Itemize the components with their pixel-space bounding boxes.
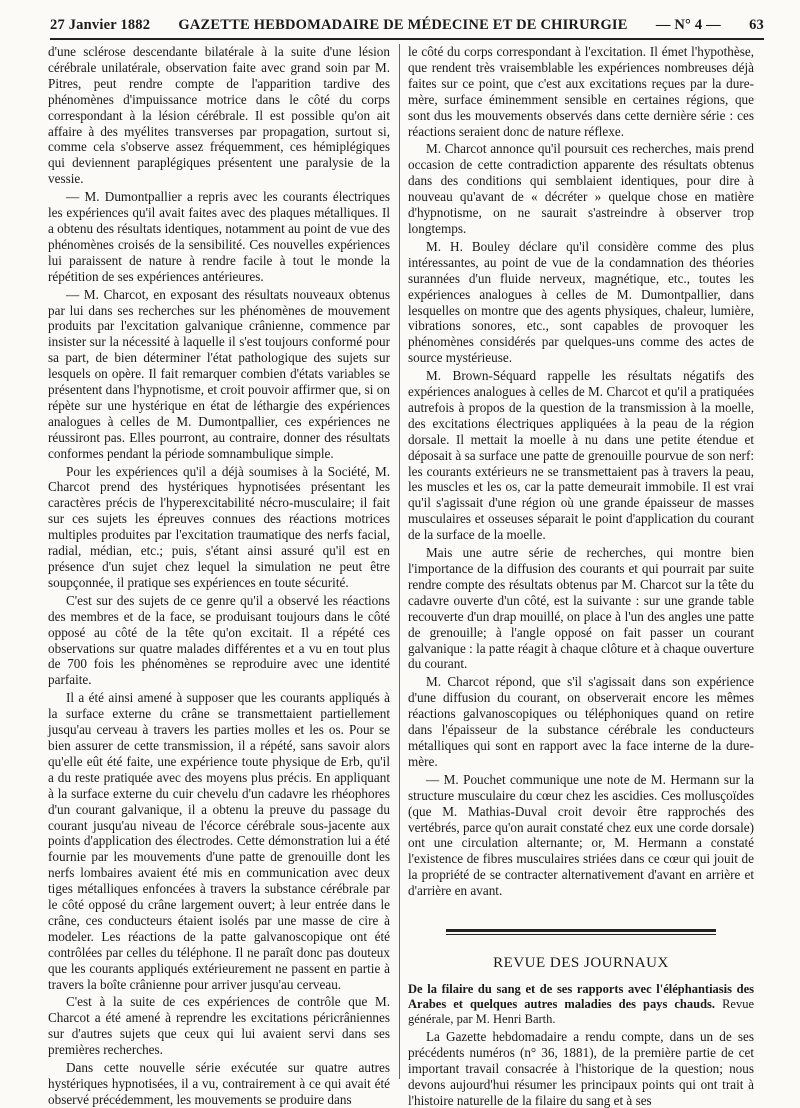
- paragraph: d'une sclérose descendante bilatérale à la suite d'une lésion cérébrale unilatérale, observation faite avec grand soin par M. Pitres, peut rendre compte de l'apparition tardive des phénomènes d'impuissance motrice dans le côté du corps correspondant à la lésion cérébrale. Il est possible qu'on ait affaire à des myélites transverses par propagation, surtout si, comme cela s'observe assez fréquemment, ces hémiplégiques qui deviennent paraplégiques présentent une paralysie de la vessie.: [48, 44, 390, 187]
- paragraph: Mais une autre série de recherches, qui montre bien l'importance de la diffusion des courants et qui pourrait par suite rendre compte des résultats obtenus par M. Charcot sur la tête du cadavre ouverte d'un côté, est la suivante : sur une grande table recouverte d'un drap mouillé, on place à l'un des angles une patte de grenouille; à l'angle opposé on fait passer un courant galvanique : la patte réagit à chaque clôture et à chaque ouverture du courant.: [408, 545, 754, 672]
- paragraph: M. H. Bouley déclare qu'il considère comme des plus intéressantes, au point de vue de la condamnation des théories surannées d'un fluide nerveux, magnétique, etc., toutes les expériences analogues à celles de M. Dumontpallier, dans lesquelles on montre que des agents physiques, chaleur, lumière, vibrations sonores, etc., sont capables de provoquer les phénomènes considérés par quelques-uns comme des actes de source mystérieuse.: [408, 238, 754, 366]
- paragraph: Dans cette nouvelle série exécutée sur quatre autres hystériques hypnotisées, il a vu, contrairement à ce qui avait été observé précédemment, les mouvements se produire dans: [48, 1060, 390, 1107]
- paragraph: le côté du corps correspondant à l'excitation. Il émet l'hypothèse, que rendent très vraisemblable les expériences nombreuses déjà faites sur ce point, que c'est aux excitations reçues par la dure-mère, surface éminemment sensible en certaines régions, que sont dus les mouvements observés dans cette dernière série : ces réactions seraient donc de nature réflexe.: [408, 44, 754, 139]
- section-separator: [446, 929, 716, 932]
- section-title: REVUE DES JOURNAUX: [493, 955, 669, 972]
- article-byline: Revue générale, par M. Henri Barth.: [408, 996, 755, 1026]
- running-header: [50, 12, 764, 38]
- column-divider: [399, 44, 400, 1079]
- paragraph: C'est sur des sujets de ce genre qu'il a observé les réactions des membres et de la face, se produisant toujours dans le côté opposé au côté de la tête qu'on excitait. Il a répété ces observations sur quatre malades différentes et a vu en tout plus de 700 fois les phénomènes se reproduire avec une identité parfaite.: [48, 592, 390, 688]
- paragraph: La Gazette hebdomadaire a rendu compte, dans un de ses précédents numéros (n° 36, 1881), de la première partie de cet important travail consacrée à l'historique de la question; nous devons aujourd'hui résumer les principaux points qui ont trait à l'histoire naturelle de la filaire du sang et à ses: [408, 1028, 754, 1108]
- paragraph: — M. Dumontpallier a repris avec les courants électriques les expériences qu'il avait faites avec des plaques métalliques. Il a obtenu des résultats identiques, notamment au point de vue des phénomènes croisés de la sensibilité. Ces nouvelles expériences lui paraissent de nature à rendre facile à tout le monde la répétition de ses expériences antérieures.: [48, 189, 390, 284]
- journal-title: GAZETTE HEBDOMADAIRE DE MÉDECINE ET DE CHIRURGIE: [178, 16, 628, 33]
- paragraph: — M. Pouchet communique une note de M. Hermann sur la structure musculaire du cœur chez les ascidies. Ces mollusçoïdes (que M. Mathias-Duval croit devoir être rapprochés des vertébrés, parce qu'on aurait constaté chez eux une corde dorsale) ont une circulation alternante; or, M. Hermann a constaté l'existence de fibres musculaires striées dans ce cœur qui jouit de la propriété de se contracter alternativement d'avant en arrière et d'arrière en avant.: [408, 771, 754, 899]
- page-number: 63: [749, 16, 764, 33]
- paragraph: C'est à la suite de ces expériences de contrôle que M. Charcot a été amené à reprendre les excitations péricrâniennes sur d'autres sujets que ceux qui lui avaient servi dans ses premières recherches.: [48, 994, 390, 1058]
- paragraph: Il a été ainsi amené à supposer que les courants appliqués à la surface externe du crâne se transmettaient partiellement jusqu'au cerveau à travers les parties molles et les os. Pour se bien assurer de cette transmission, il a répété, sans savoir alors qu'elle eût été faite, une expérience toute physique de Erb, qu'il a du reste pratiquée avec des moyens plus précis. En appliquant à la surface externe du cuir chevelu d'un cadavre les rhéophores d'un courant galvanique, il a obtenu la preuve du passage du courant jusqu'au niveau de l'écorce cérébrale sous-jacente aux points d'application des électrodes. Cette démonstration lui a été fournie par les mouvements d'une patte de grenouille dont les nerfs lombaires avaient été mis en communication avec deux tiges métalliques enfoncées à travers la substance cérébrale par le côté opposé du crâne largement ouvert; à leur entrée dans le crâne, ces conducteurs étaient isolés par une masse de cire à modeler. Les réactions de la patte galvanoscopique ont été contrôlées par celles du téléphone. Il ne paraît donc pas douteux que les courants appliqués extérieurement ne passent en partie à travers la boîte crânienne pour arriver jusqu'au cerveau.: [48, 690, 390, 992]
- paragraph: M. Charcot répond, que s'il s'agissait dans son expérience d'une diffusion du courant, on observerait encore les mêmes réactions galvanoscopiques ou téléphoniques quand on retire dans l'épaisseur de la substance cérébrale les conducteurs métalliques qui sont en rapport avec la face interne de la dure-mère.: [408, 674, 754, 769]
- paragraph: — M. Charcot, en exposant des résultats nouveaux obtenus par lui dans ses recherches sur les phénomènes de mouvement produits par l'excitation galvanique crânienne, commence par insister sur la nécessité à laquelle il s'est toujours conformé pour sa part, de bien déterminer l'état pathologique des sujets sur lesquels on opère. Il fait remarquer combien d'états variables se présentent dans l'hypnotisme, et croit pouvoir affirmer que, si on répète sur une hystérique en état de léthargie des expériences analogues à celles de M. Dumontpallier, ces expériences ne réussiront pas. Elles pourront, au contraire, donner des résultats conformes pendant la période somnambulique simple.: [48, 286, 390, 461]
- paragraph: Pour les expériences qu'il a déjà soumises à la Société, M. Charcot prend des hystériques hypnotisées présentant les caractères précis de l'hyperexcitabilité nécro-musculaire; il fait sur ces sujets les épreuves connues des réactions motrices multiples produites par l'excitation traumatique des nerfs facial, radial, médian, etc.; puis, s'étant ainsi assuré qu'il est en présence d'un sujet chez lequel la simulation ne peut être soupçonnée, il pratique ses expériences en toute sécurité.: [48, 463, 390, 590]
- article-title: De la filaire du sang et de ses rapports avec l'éléphantiasis des Arabes et quelques autres maladies des pays chauds.: [408, 981, 754, 1011]
- paragraph: M. Brown-Séquard rappelle les résultats négatifs des expériences analogues à celles de M. Charcot et qu'il a pratiquées autrefois à propos de la question de la transmission à la moelle, des excitations électriques appliquées à la peau de la région dorsale. Il mettait la moelle à nu dans une petite étendue et déposait à sa surface une patte de grenouille pourvue de son nerf: les courants extérieurs ne se transmettaient pas à travers la peau, les muscles et les os, car la patte demeurait immobile. Il est vrai qu'il s'agissait d'une région où une grande épaisseur de masses musculaires et osseuses séparait le point d'application du courant de la surface de la moelle.: [408, 368, 754, 543]
- left-column: [48, 44, 390, 1107]
- article-heading: [408, 982, 754, 1027]
- header-rule: [50, 38, 764, 40]
- header-date: 27 Janvier 1882: [50, 16, 151, 33]
- issue-number: — N° 4 —: [655, 16, 721, 33]
- paragraph: M. Charcot annonce qu'il poursuit ces recherches, mais prend occasion de cette contradiction apparente des résultats obtenus dans des conditions qui semblaient identiques, pour dire à nouveau qu'avant de « décréter » quelque chose en matière d'hypnotisme, on ne saurait s'astreindre à observer trop longtemps.: [408, 141, 754, 236]
- right-column: [408, 44, 755, 1108]
